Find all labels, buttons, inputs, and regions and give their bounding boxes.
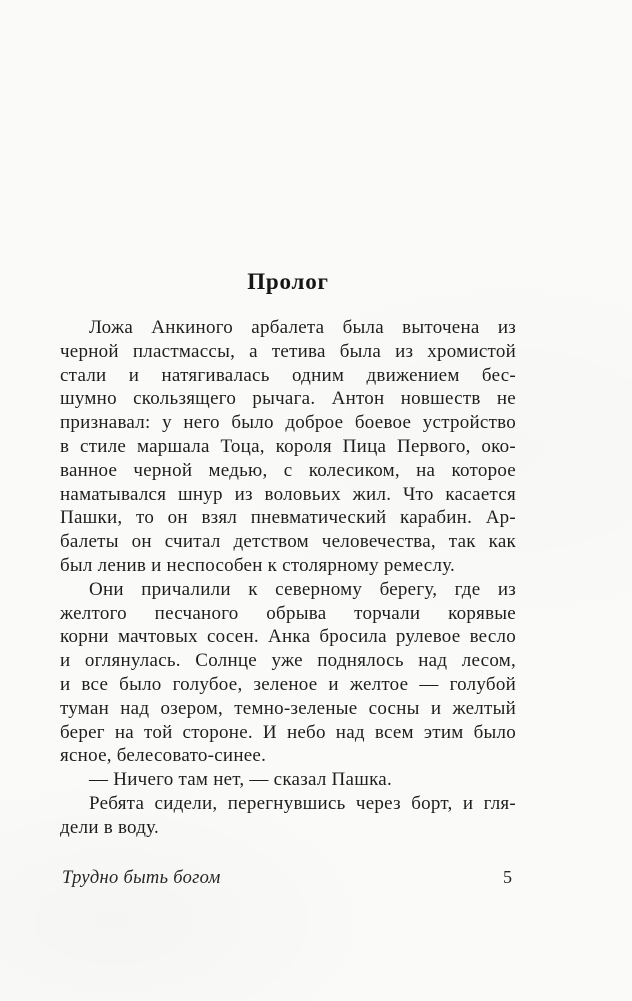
text-line: наматывался шнур из воловьих жил. Что касается <box>60 483 516 505</box>
text-line: в стиле маршала Тоца, короля Пица Первого, око- <box>60 435 516 457</box>
running-title: Трудно быть богом <box>62 868 221 888</box>
paragraph <box>60 316 516 578</box>
text-line: признавал: у него было доброе боевое устройство <box>60 412 516 434</box>
text-line: — Ничего там нет, — сказал Пашка. <box>89 769 392 791</box>
text-line: стали и натягивалась одним движением бес- <box>60 364 516 386</box>
text-line: туман над озером, темно-зеленые сосны и желтый <box>60 697 516 719</box>
text-line: и оглянулась. Солнце уже поднялось над лесом, <box>60 650 516 672</box>
chapter-title: Пролог <box>247 269 329 294</box>
text-line: дели в воду. <box>60 816 160 838</box>
text-line: ванное черной медью, с колесиком, на которое <box>60 459 516 481</box>
text-line: Ложа Анкиного арбалета была выточена из <box>89 317 516 338</box>
text-line: шумно скользящего рычага. Антон новшеств не <box>60 388 516 410</box>
text-line: берег на той стороне. И небо над всем этим было <box>60 721 516 743</box>
text-line: балеты он считал детством человечества, так как <box>60 531 516 553</box>
text-line: Ребята сидели, перегнувшись через борт, и гля- <box>89 792 516 814</box>
text-line: желтого песчаного обрыва торчали корявые <box>60 602 516 624</box>
text-line: ясное, белесовато-синее. <box>60 745 267 767</box>
paragraph <box>60 578 516 768</box>
page-number: 5 <box>503 867 512 887</box>
text-line: и все было голубое, зеленое и желтое — голубой <box>60 673 516 695</box>
text-block <box>60 316 516 840</box>
page-footer <box>62 867 512 889</box>
text-line: был ленив и неспособен к столярному ремеслу. <box>60 554 456 576</box>
paragraph <box>60 768 516 792</box>
text-line: Пашки, то он взял пневматический карабин. Ар- <box>60 507 516 529</box>
paragraph <box>60 792 516 840</box>
text-line: черной пластмассы, а тетива была из хромистой <box>60 340 516 362</box>
text-line: корни мачтовых сосен. Анка бросила рулевое весло <box>60 626 516 648</box>
text-line: Они причалили к северному берегу, где из <box>89 578 516 600</box>
